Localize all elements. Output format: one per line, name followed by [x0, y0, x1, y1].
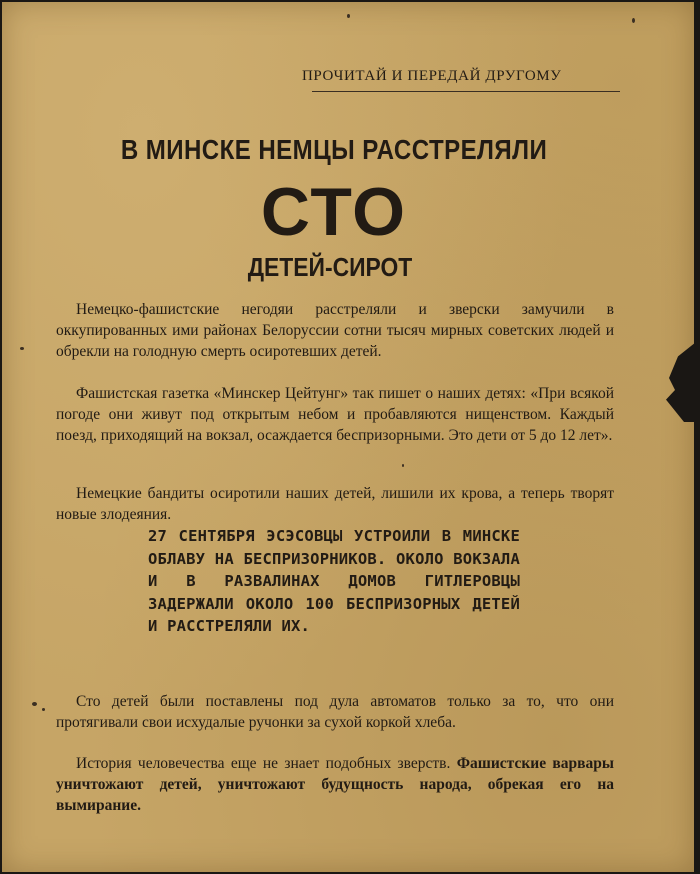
leaflet-slogan: ПРОЧИТАЙ И ПЕРЕДАЙ ДРУГОМУ — [302, 68, 562, 84]
paragraph-2: Фашистская газетка «Минскер Цейтунг» так пишет о наших детях: «При всякой погоде они живут под открытым небом и пробавляются нищенством. Каждый поезд, приходящий на вокзал, осаждается беспризорными. Это дети от 5 до 12 лет». — [56, 385, 614, 444]
paragraph-3: Немецкие бандиты осиротили наших детей, лишили их крова, а теперь творят новые злодеяния. — [56, 485, 614, 523]
leaflet-page — [2, 2, 694, 872]
headline-line-1: В МИНСКЕ НЕМЦЫ РАССТРЕЛЯЛИ — [120, 134, 548, 165]
bold-announcement: 27 СЕНТЯБРЯ ЭСЭСОВЦЫ УСТРОИЛИ В МИНСКЕ ОБЛАВУ НА БЕСПРИЗОРНИКОВ. ОКОЛО ВОКЗАЛА И В РАЗВАЛИНАХ ДОМОВ ГИТЛЕРОВЦЫ ЗАДЕРЖАЛИ ОКОЛО 100 БЕСПРИЗОРНЫХ ДЕТЕЙ И РАССТРЕЛЯЛИ ИХ. — [148, 527, 520, 635]
paragraph-1: Немецко-фашистские негодяи расстреляли и зверски замучили в оккупированных ими районах Белоруссии сотни тысяч мирных советских людей и обрекли на голодную смерть осиротевших детей. — [56, 301, 614, 360]
paragraph-6-start: История человечества еще не знает подобных зверств. — [76, 755, 451, 772]
ink-speck — [632, 18, 635, 23]
paragraph-6-bold: Фашистские варвары уничтожают детей, уничтожают будущность народа, обрекая его на вымирание. — [56, 755, 615, 814]
paragraph-5: Сто детей были поставлены под дула автоматов только за то, что они протягивали свои исхудалые ручонки за сухой коркой хлеба. — [56, 693, 614, 731]
paragraph-6 — [56, 753, 614, 816]
slogan-underline — [312, 91, 620, 92]
headline-line-2: СТО — [260, 174, 408, 250]
ink-speck — [402, 464, 404, 467]
headline-line-3: ДЕТЕЙ-СИРОТ — [247, 252, 413, 282]
ink-speck — [32, 702, 37, 706]
ink-speck — [42, 708, 45, 711]
torn-edge — [666, 342, 694, 422]
ink-speck — [20, 347, 24, 350]
ink-speck — [347, 14, 350, 18]
